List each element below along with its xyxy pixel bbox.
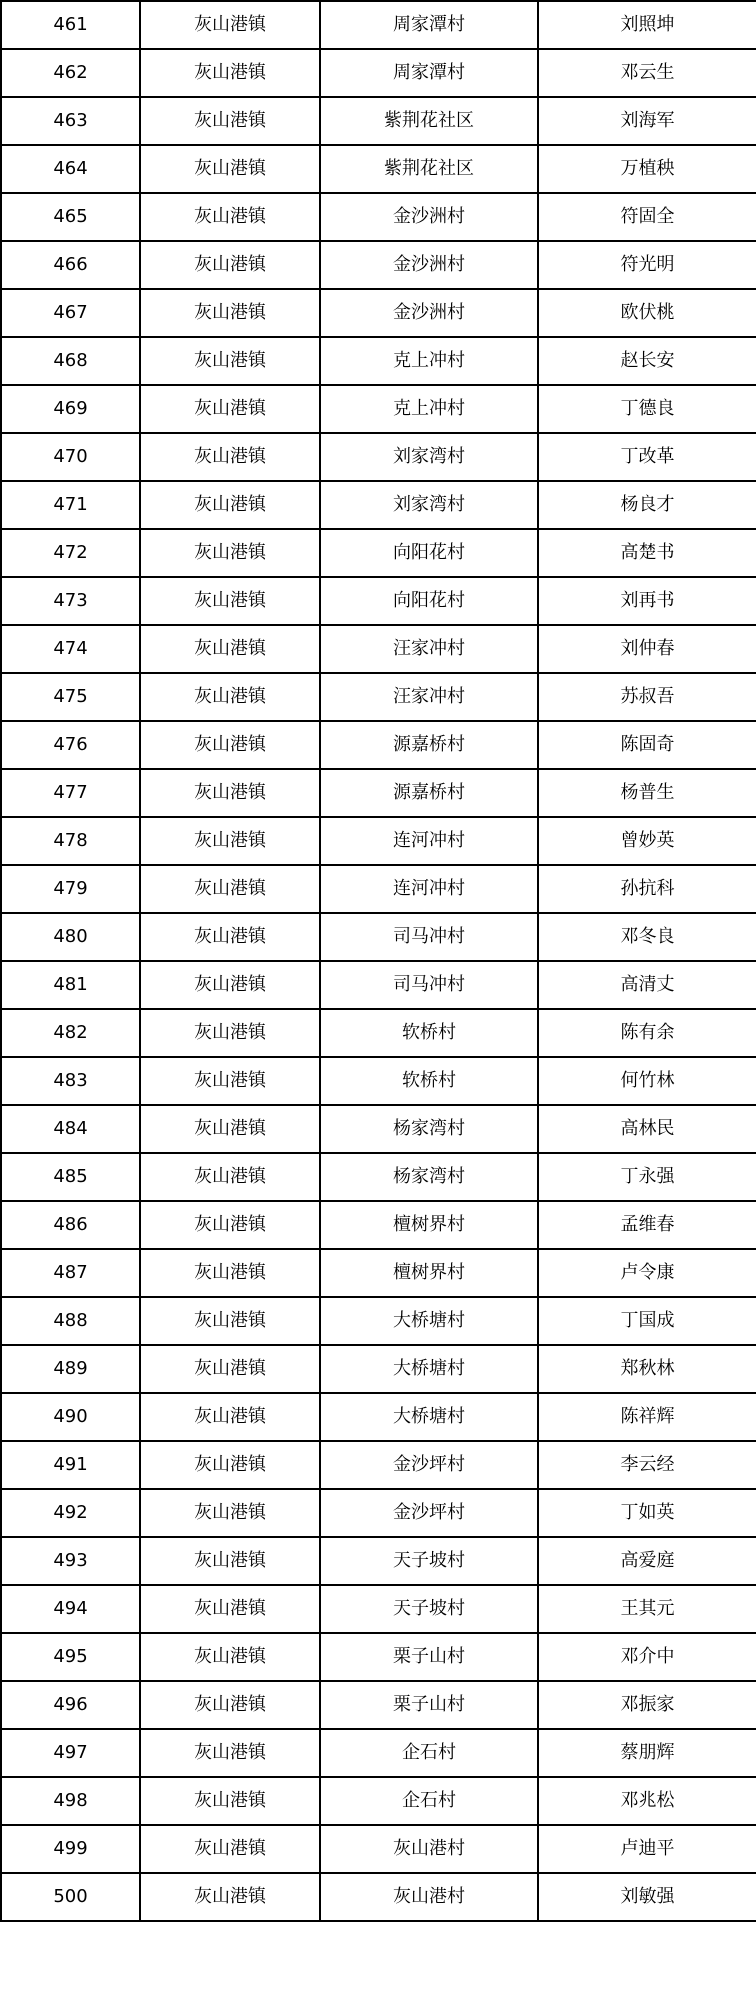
person-name-cell: 曾妙英	[538, 817, 756, 865]
town-cell: 灰山港镇	[140, 1009, 320, 1057]
village-cell: 杨家湾村	[320, 1153, 538, 1201]
town-cell: 灰山港镇	[140, 1057, 320, 1105]
table-row	[1, 769, 756, 817]
row-number-cell: 497	[1, 1729, 140, 1777]
table-row	[1, 721, 756, 769]
person-name-cell: 丁如英	[538, 1489, 756, 1537]
person-name-cell: 丁德良	[538, 385, 756, 433]
village-cell: 檀树界村	[320, 1201, 538, 1249]
village-cell: 灰山港村	[320, 1825, 538, 1873]
row-number-cell: 469	[1, 385, 140, 433]
village-cell: 源嘉桥村	[320, 769, 538, 817]
table-row	[1, 145, 756, 193]
town-cell: 灰山港镇	[140, 1729, 320, 1777]
village-cell: 软桥村	[320, 1057, 538, 1105]
table-row	[1, 1009, 756, 1057]
person-name-cell: 高爱庭	[538, 1537, 756, 1585]
table-row	[1, 673, 756, 721]
town-cell: 灰山港镇	[140, 1441, 320, 1489]
town-cell: 灰山港镇	[140, 97, 320, 145]
table-row	[1, 1729, 756, 1777]
town-cell: 灰山港镇	[140, 433, 320, 481]
town-cell: 灰山港镇	[140, 289, 320, 337]
table-row	[1, 1, 756, 49]
row-number-cell: 480	[1, 913, 140, 961]
table-row	[1, 1441, 756, 1489]
person-name-cell: 陈祥辉	[538, 1393, 756, 1441]
village-cell: 克上冲村	[320, 385, 538, 433]
row-number-cell: 499	[1, 1825, 140, 1873]
row-number-cell: 476	[1, 721, 140, 769]
person-name-cell: 邓介中	[538, 1633, 756, 1681]
village-cell: 连河冲村	[320, 865, 538, 913]
town-cell: 灰山港镇	[140, 1249, 320, 1297]
row-number-cell: 477	[1, 769, 140, 817]
table-row	[1, 529, 756, 577]
table-row	[1, 337, 756, 385]
row-number-cell: 494	[1, 1585, 140, 1633]
table-row	[1, 1345, 756, 1393]
row-number-cell: 485	[1, 1153, 140, 1201]
town-cell: 灰山港镇	[140, 193, 320, 241]
table-row	[1, 817, 756, 865]
row-number-cell: 464	[1, 145, 140, 193]
village-cell: 连河冲村	[320, 817, 538, 865]
person-name-cell: 邓冬良	[538, 913, 756, 961]
table-row	[1, 961, 756, 1009]
person-name-cell: 高清丈	[538, 961, 756, 1009]
village-cell: 灰山港村	[320, 1873, 538, 1921]
row-number-cell: 482	[1, 1009, 140, 1057]
person-name-cell: 赵长安	[538, 337, 756, 385]
village-cell: 克上冲村	[320, 337, 538, 385]
town-cell: 灰山港镇	[140, 1297, 320, 1345]
village-cell: 紫荆花社区	[320, 97, 538, 145]
person-name-cell: 丁国成	[538, 1297, 756, 1345]
table-row	[1, 1201, 756, 1249]
person-name-cell: 李云经	[538, 1441, 756, 1489]
table-row	[1, 1537, 756, 1585]
village-cell: 栗子山村	[320, 1681, 538, 1729]
person-name-cell: 丁改革	[538, 433, 756, 481]
village-cell: 汪家冲村	[320, 673, 538, 721]
town-cell: 灰山港镇	[140, 1537, 320, 1585]
village-cell: 刘家湾村	[320, 433, 538, 481]
village-cell: 杨家湾村	[320, 1105, 538, 1153]
village-cell: 金沙洲村	[320, 241, 538, 289]
table-row	[1, 193, 756, 241]
town-cell: 灰山港镇	[140, 1825, 320, 1873]
village-cell: 司马冲村	[320, 913, 538, 961]
row-number-cell: 489	[1, 1345, 140, 1393]
town-cell: 灰山港镇	[140, 49, 320, 97]
row-number-cell: 462	[1, 49, 140, 97]
town-cell: 灰山港镇	[140, 769, 320, 817]
village-cell: 向阳花村	[320, 529, 538, 577]
person-name-cell: 何竹林	[538, 1057, 756, 1105]
person-name-cell: 高楚书	[538, 529, 756, 577]
row-number-cell: 468	[1, 337, 140, 385]
person-name-cell: 卢令康	[538, 1249, 756, 1297]
person-name-cell: 邓兆松	[538, 1777, 756, 1825]
town-cell: 灰山港镇	[140, 529, 320, 577]
village-cell: 刘家湾村	[320, 481, 538, 529]
row-number-cell: 473	[1, 577, 140, 625]
town-cell: 灰山港镇	[140, 1489, 320, 1537]
person-name-cell: 欧伏桃	[538, 289, 756, 337]
town-cell: 灰山港镇	[140, 913, 320, 961]
person-name-cell: 陈固奇	[538, 721, 756, 769]
table-row	[1, 1105, 756, 1153]
table-row	[1, 1489, 756, 1537]
town-cell: 灰山港镇	[140, 625, 320, 673]
village-cell: 金沙洲村	[320, 289, 538, 337]
person-name-cell: 符光明	[538, 241, 756, 289]
village-cell: 周家潭村	[320, 49, 538, 97]
town-cell: 灰山港镇	[140, 865, 320, 913]
row-number-cell: 495	[1, 1633, 140, 1681]
person-name-cell: 王其元	[538, 1585, 756, 1633]
village-cell: 企石村	[320, 1777, 538, 1825]
table-row	[1, 1681, 756, 1729]
row-number-cell: 488	[1, 1297, 140, 1345]
table-row	[1, 625, 756, 673]
village-cell: 大桥塘村	[320, 1297, 538, 1345]
person-name-cell: 刘仲春	[538, 625, 756, 673]
row-number-cell: 471	[1, 481, 140, 529]
person-name-cell: 孟维春	[538, 1201, 756, 1249]
row-number-cell: 490	[1, 1393, 140, 1441]
person-name-cell: 卢迪平	[538, 1825, 756, 1873]
person-name-cell: 万植秧	[538, 145, 756, 193]
row-number-cell: 481	[1, 961, 140, 1009]
table-row	[1, 1585, 756, 1633]
village-cell: 司马冲村	[320, 961, 538, 1009]
table-row	[1, 1873, 756, 1921]
town-cell: 灰山港镇	[140, 1, 320, 49]
table-row	[1, 865, 756, 913]
row-number-cell: 500	[1, 1873, 140, 1921]
table-row	[1, 1825, 756, 1873]
row-number-cell: 465	[1, 193, 140, 241]
town-cell: 灰山港镇	[140, 577, 320, 625]
table-row	[1, 97, 756, 145]
row-number-cell: 498	[1, 1777, 140, 1825]
person-name-cell: 孙抗科	[538, 865, 756, 913]
row-number-cell: 463	[1, 97, 140, 145]
village-cell: 金沙坪村	[320, 1489, 538, 1537]
table-row	[1, 1777, 756, 1825]
village-cell: 金沙洲村	[320, 193, 538, 241]
row-number-cell: 484	[1, 1105, 140, 1153]
row-number-cell: 493	[1, 1537, 140, 1585]
person-name-cell: 陈有余	[538, 1009, 756, 1057]
person-name-cell: 刘再书	[538, 577, 756, 625]
village-cell: 天子坡村	[320, 1537, 538, 1585]
town-cell: 灰山港镇	[140, 337, 320, 385]
village-cell: 紫荆花社区	[320, 145, 538, 193]
person-name-cell: 高林民	[538, 1105, 756, 1153]
town-cell: 灰山港镇	[140, 1105, 320, 1153]
table-row	[1, 241, 756, 289]
town-cell: 灰山港镇	[140, 1681, 320, 1729]
table-row	[1, 1057, 756, 1105]
village-cell: 源嘉桥村	[320, 721, 538, 769]
table-row	[1, 1393, 756, 1441]
row-number-cell: 479	[1, 865, 140, 913]
row-number-cell: 472	[1, 529, 140, 577]
row-number-cell: 461	[1, 1, 140, 49]
person-name-cell: 蔡朋辉	[538, 1729, 756, 1777]
roster-table-body	[1, 1, 756, 1921]
town-cell: 灰山港镇	[140, 1393, 320, 1441]
village-cell: 汪家冲村	[320, 625, 538, 673]
row-number-cell: 496	[1, 1681, 140, 1729]
town-cell: 灰山港镇	[140, 1633, 320, 1681]
town-cell: 灰山港镇	[140, 1153, 320, 1201]
person-name-cell: 符固全	[538, 193, 756, 241]
village-cell: 天子坡村	[320, 1585, 538, 1633]
village-cell: 大桥塘村	[320, 1393, 538, 1441]
town-cell: 灰山港镇	[140, 1873, 320, 1921]
town-cell: 灰山港镇	[140, 721, 320, 769]
row-number-cell: 467	[1, 289, 140, 337]
town-cell: 灰山港镇	[140, 961, 320, 1009]
person-name-cell: 郑秋林	[538, 1345, 756, 1393]
row-number-cell: 478	[1, 817, 140, 865]
table-row	[1, 1633, 756, 1681]
village-cell: 软桥村	[320, 1009, 538, 1057]
table-row	[1, 481, 756, 529]
person-name-cell: 刘海军	[538, 97, 756, 145]
village-cell: 金沙坪村	[320, 1441, 538, 1489]
town-cell: 灰山港镇	[140, 1345, 320, 1393]
row-number-cell: 487	[1, 1249, 140, 1297]
town-cell: 灰山港镇	[140, 1585, 320, 1633]
town-cell: 灰山港镇	[140, 1201, 320, 1249]
village-cell: 大桥塘村	[320, 1345, 538, 1393]
row-number-cell: 466	[1, 241, 140, 289]
person-name-cell: 丁永强	[538, 1153, 756, 1201]
town-cell: 灰山港镇	[140, 673, 320, 721]
table-row	[1, 385, 756, 433]
village-cell: 向阳花村	[320, 577, 538, 625]
town-cell: 灰山港镇	[140, 385, 320, 433]
table-row	[1, 913, 756, 961]
table-row	[1, 433, 756, 481]
row-number-cell: 475	[1, 673, 140, 721]
row-number-cell: 474	[1, 625, 140, 673]
row-number-cell: 492	[1, 1489, 140, 1537]
person-name-cell: 邓振家	[538, 1681, 756, 1729]
person-name-cell: 邓云生	[538, 49, 756, 97]
row-number-cell: 470	[1, 433, 140, 481]
row-number-cell: 483	[1, 1057, 140, 1105]
person-name-cell: 刘敏强	[538, 1873, 756, 1921]
table-row	[1, 289, 756, 337]
town-cell: 灰山港镇	[140, 241, 320, 289]
row-number-cell: 491	[1, 1441, 140, 1489]
table-row	[1, 577, 756, 625]
town-cell: 灰山港镇	[140, 145, 320, 193]
table-row	[1, 1153, 756, 1201]
town-cell: 灰山港镇	[140, 481, 320, 529]
table-row	[1, 1297, 756, 1345]
person-name-cell: 苏叔吾	[538, 673, 756, 721]
village-cell: 檀树界村	[320, 1249, 538, 1297]
table-row	[1, 1249, 756, 1297]
village-cell: 企石村	[320, 1729, 538, 1777]
person-name-cell: 杨良才	[538, 481, 756, 529]
person-name-cell: 杨普生	[538, 769, 756, 817]
row-number-cell: 486	[1, 1201, 140, 1249]
village-cell: 栗子山村	[320, 1633, 538, 1681]
town-cell: 灰山港镇	[140, 1777, 320, 1825]
person-name-cell: 刘照坤	[538, 1, 756, 49]
town-cell: 灰山港镇	[140, 817, 320, 865]
village-cell: 周家潭村	[320, 1, 538, 49]
table-row	[1, 49, 756, 97]
